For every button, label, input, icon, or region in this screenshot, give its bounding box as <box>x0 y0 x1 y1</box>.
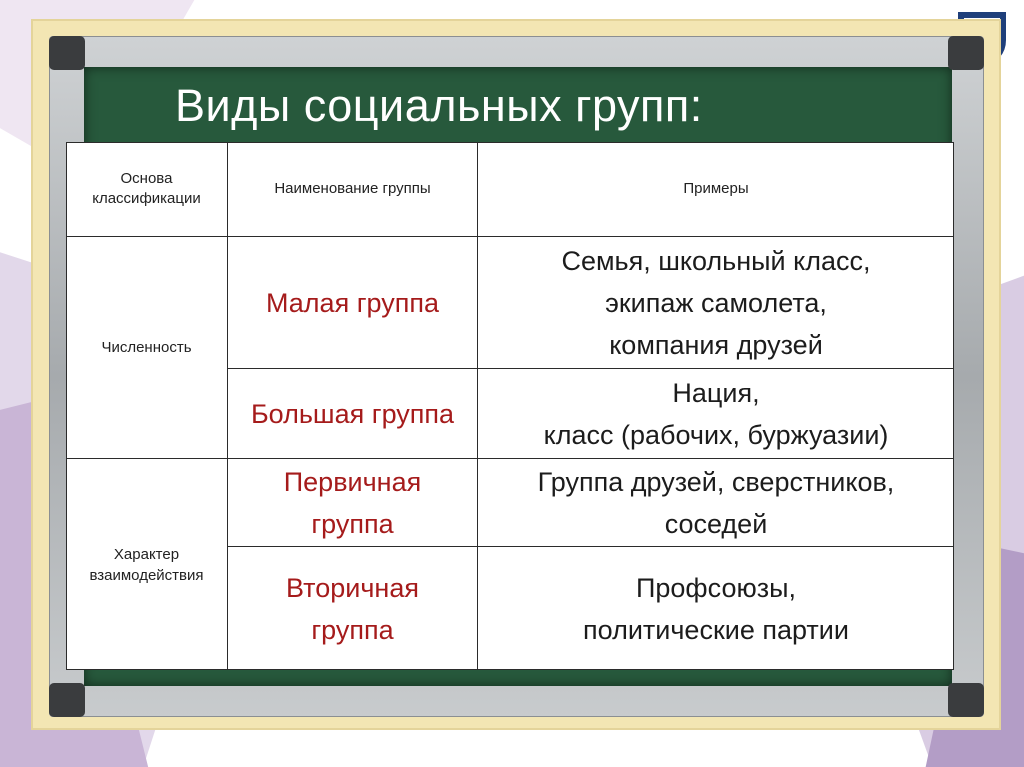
classification-table <box>66 142 954 670</box>
basis-label: взаимодействия <box>89 566 204 584</box>
frame-corner <box>948 683 984 717</box>
example-line: Семья, школьный класс, <box>561 245 871 276</box>
group-name-cell <box>228 237 478 369</box>
header-examples <box>478 142 954 237</box>
examples-cell <box>478 369 954 459</box>
slide-title: Виды социальных групп: <box>175 80 703 131</box>
header-basis-line: Основа <box>120 170 173 187</box>
frame-corner <box>948 36 984 70</box>
example-line: Нация, <box>672 377 760 408</box>
example-line: соседей <box>664 508 768 539</box>
examples-cell <box>478 459 954 547</box>
header-basis-line: классификации <box>92 190 201 207</box>
basis-cell <box>66 237 228 459</box>
header-examples-label: Примеры <box>683 180 749 197</box>
basis-label: Численность <box>101 339 192 356</box>
group-name: Первичная <box>283 466 422 497</box>
basis-label: Характер <box>113 545 180 563</box>
example-line: класс (рабочих, буржуазии) <box>543 419 889 450</box>
header-group-name-label: Наименование группы <box>274 180 431 197</box>
example-line: компания друзей <box>609 329 823 360</box>
group-name-cell <box>228 459 478 547</box>
group-name: группа <box>311 508 394 539</box>
group-name: Малая группа <box>265 287 440 318</box>
group-name: Большая группа <box>250 398 455 429</box>
group-name: группа <box>311 614 394 645</box>
basis-cell <box>66 459 228 670</box>
frame-corner <box>49 36 85 70</box>
group-name-cell <box>228 369 478 459</box>
frame-corner <box>49 683 85 717</box>
header-basis <box>66 142 228 237</box>
group-name-cell <box>228 547 478 670</box>
example-line: Группа друзей, сверстников, <box>537 466 895 497</box>
examples-cell <box>478 237 954 369</box>
example-line: Профсоюзы, <box>635 572 796 603</box>
group-name: Вторичная <box>286 572 419 603</box>
example-line: экипаж самолета, <box>605 287 827 318</box>
example-line: политические партии <box>583 614 849 645</box>
examples-cell <box>478 547 954 670</box>
header-group-name <box>228 142 478 237</box>
